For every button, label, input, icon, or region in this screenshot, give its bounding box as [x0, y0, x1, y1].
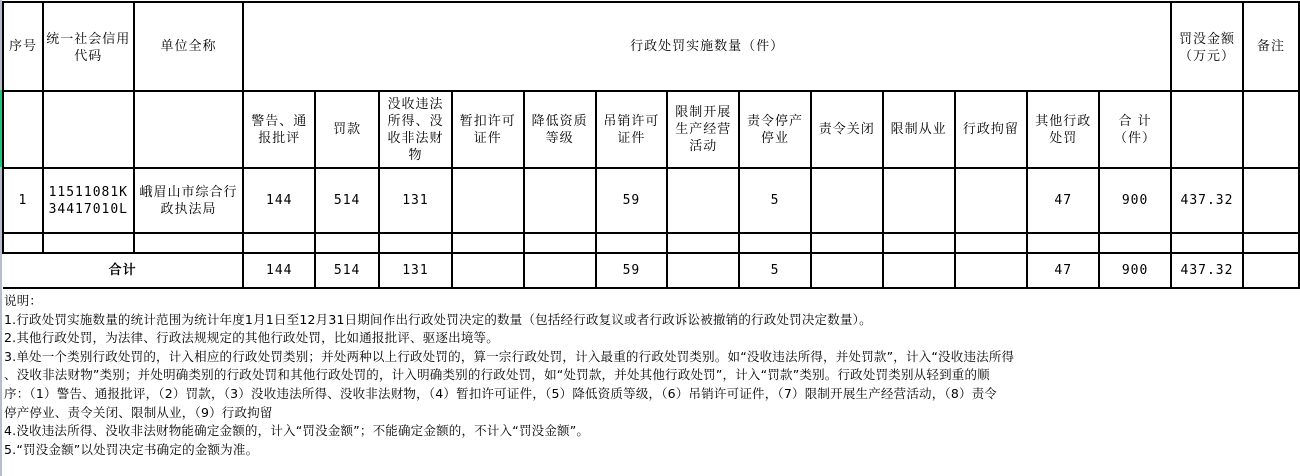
empty-cell[interactable] — [667, 233, 739, 253]
empty-cell[interactable] — [955, 233, 1028, 253]
cell-detention[interactable] — [955, 168, 1028, 233]
total-suspension-of-production[interactable]: 5 — [739, 253, 811, 288]
note-line-1: 1.行政处罚实施数量的统计范围为统计年度1月1日至12月31日期间作出行政处罚决定的数量（包括经行政复议或者行政诉讼被撤销的行政处罚决定数量）。 — [4, 311, 872, 327]
header-credit-code-cont — [43, 91, 134, 168]
notes-title: 说明： — [4, 293, 43, 308]
note-line-2: 2.其他行政处罚，为法律、行政法规规定的其他行政处罚，比如通报批评、驱逐出境等。 — [4, 330, 499, 346]
cell-remark[interactable] — [1243, 168, 1299, 233]
table-row-empty — [3, 233, 1299, 253]
empty-cell[interactable] — [315, 233, 379, 253]
header-row-1 — [3, 2, 1299, 91]
cell-employment-restriction[interactable] — [883, 168, 955, 233]
note-line-3-cont-c: 停产停业、责令关闭、限制从业，（9）行政拘留 — [4, 404, 273, 420]
header-other-penalty: 其他行政处罚 — [1027, 91, 1099, 168]
total-subtotal[interactable]: 900 — [1099, 253, 1171, 288]
total-closure[interactable] — [811, 253, 883, 288]
empty-cell[interactable] — [3, 233, 43, 253]
note-line-3-cont-b: 序：（1）警告、通报批评，（2）罚款，（3）没收违法所得、没收非法财物，（4）暂扣许可证件，（5）降低资质等级，（6）吊销许可证件，（7）限制开展生产经营活动，（8）责令 — [4, 385, 998, 401]
empty-cell[interactable] — [1099, 233, 1171, 253]
total-qualification-downgrade[interactable] — [524, 253, 596, 288]
empty-cell[interactable] — [1243, 233, 1299, 253]
note-line-5: 5.“罚没金额”以处罚决定书确定的金额为准。 — [4, 441, 259, 457]
empty-cell[interactable] — [379, 233, 452, 253]
empty-cell[interactable] — [1027, 233, 1099, 253]
header-subtotal: 合 计（件） — [1099, 91, 1171, 168]
cell-seq[interactable]: 1 — [3, 168, 43, 233]
header-remark-cont — [1243, 91, 1299, 168]
header-suspension-of-production: 责令停产停业 — [739, 91, 811, 168]
total-label: 合计 — [3, 253, 243, 288]
header-penalty-count: 行政处罚实施数量（件） — [243, 2, 1171, 91]
cell-warning[interactable]: 144 — [243, 168, 315, 233]
header-confiscation: 没收违法所得、没收非法财物 — [379, 91, 452, 168]
notes-section — [4, 292, 1300, 459]
empty-cell[interactable] — [739, 233, 811, 253]
header-employment-restriction: 限制从业 — [883, 91, 955, 168]
header-unit-name: 单位全称 — [134, 2, 244, 91]
header-amount: 罚没金额（万元） — [1171, 2, 1243, 91]
note-line-4: 4.没收违法所得、没收非法财物能确定金额的，计入“罚没金额”；不能确定金额的，不计入“罚没金额”。 — [4, 423, 590, 439]
header-seq-cont — [3, 91, 43, 168]
total-warning[interactable]: 144 — [243, 253, 315, 288]
header-qualification-downgrade: 降低资质等级 — [524, 91, 596, 168]
note-line-3-cont-a: 、没收非法财物”类别；并处明确类别的行政处罚和其他行政处罚的，计入明确类别的行政处罚，如“处罚款，并处其他行政处罚”，计入“罚款”类别。行政处罚类别从轻到重的顺 — [4, 367, 990, 383]
cell-qualification-downgrade[interactable] — [524, 168, 596, 233]
empty-cell[interactable] — [883, 233, 955, 253]
cell-fine[interactable]: 514 — [315, 168, 379, 233]
header-license-revocation: 吊销许可证件 — [596, 91, 668, 168]
header-detention: 行政拘留 — [955, 91, 1028, 168]
cell-closure[interactable] — [811, 168, 883, 233]
cell-subtotal[interactable]: 900 — [1099, 168, 1171, 233]
total-license-revocation[interactable]: 59 — [596, 253, 668, 288]
table-row — [3, 168, 1299, 233]
header-license-suspension: 暂扣许可证件 — [452, 91, 524, 168]
header-seq: 序号 — [3, 2, 43, 91]
empty-cell[interactable] — [243, 233, 315, 253]
total-license-suspension[interactable] — [452, 253, 524, 288]
empty-cell[interactable] — [596, 233, 668, 253]
empty-cell[interactable] — [134, 233, 244, 253]
total-row — [3, 253, 1299, 288]
penalty-statistics-table — [2, 1, 1300, 289]
header-fine: 罚款 — [315, 91, 379, 168]
empty-cell[interactable] — [524, 233, 596, 253]
header-row-2 — [3, 91, 1299, 168]
empty-cell[interactable] — [811, 233, 883, 253]
header-closure: 责令关闭 — [811, 91, 883, 168]
header-credit-code: 统一社会信用代码 — [43, 2, 134, 91]
cell-credit-code[interactable]: 11511081K34417010L — [43, 168, 134, 233]
cell-license-suspension[interactable] — [452, 168, 524, 233]
total-employment-restriction[interactable] — [883, 253, 955, 288]
empty-cell[interactable] — [43, 233, 134, 253]
total-confiscation[interactable]: 131 — [379, 253, 452, 288]
empty-cell[interactable] — [1171, 233, 1243, 253]
total-amount[interactable]: 437.32 — [1171, 253, 1243, 288]
note-line-3: 3.单处一个类别行政处罚的，计入相应的行政处罚类别；并处两种以上行政处罚的，算一宗行政处罚，计入最重的行政处罚类别。如“没收违法所得，并处罚款”，计入“没收违法所得 — [4, 348, 1015, 364]
total-other-penalty[interactable]: 47 — [1027, 253, 1099, 288]
cell-confiscation[interactable]: 131 — [379, 168, 452, 233]
header-amount-cont — [1171, 91, 1243, 168]
total-business-restriction[interactable] — [667, 253, 739, 288]
total-detention[interactable] — [955, 253, 1028, 288]
empty-cell[interactable] — [452, 233, 524, 253]
cell-amount[interactable]: 437.32 — [1171, 168, 1243, 233]
cell-suspension-of-production[interactable]: 5 — [739, 168, 811, 233]
total-remark[interactable] — [1243, 253, 1299, 288]
header-remark: 备注 — [1243, 2, 1299, 91]
total-fine[interactable]: 514 — [315, 253, 379, 288]
cell-other-penalty[interactable]: 47 — [1027, 168, 1099, 233]
header-business-restriction: 限制开展生产经营活动 — [667, 91, 739, 168]
header-unit-name-cont — [134, 91, 244, 168]
cell-license-revocation[interactable]: 59 — [596, 168, 668, 233]
header-warning: 警告、通报批评 — [243, 91, 315, 168]
cell-unit-name[interactable]: 峨眉山市综合行政执法局 — [134, 168, 244, 233]
cell-business-restriction[interactable] — [667, 168, 739, 233]
